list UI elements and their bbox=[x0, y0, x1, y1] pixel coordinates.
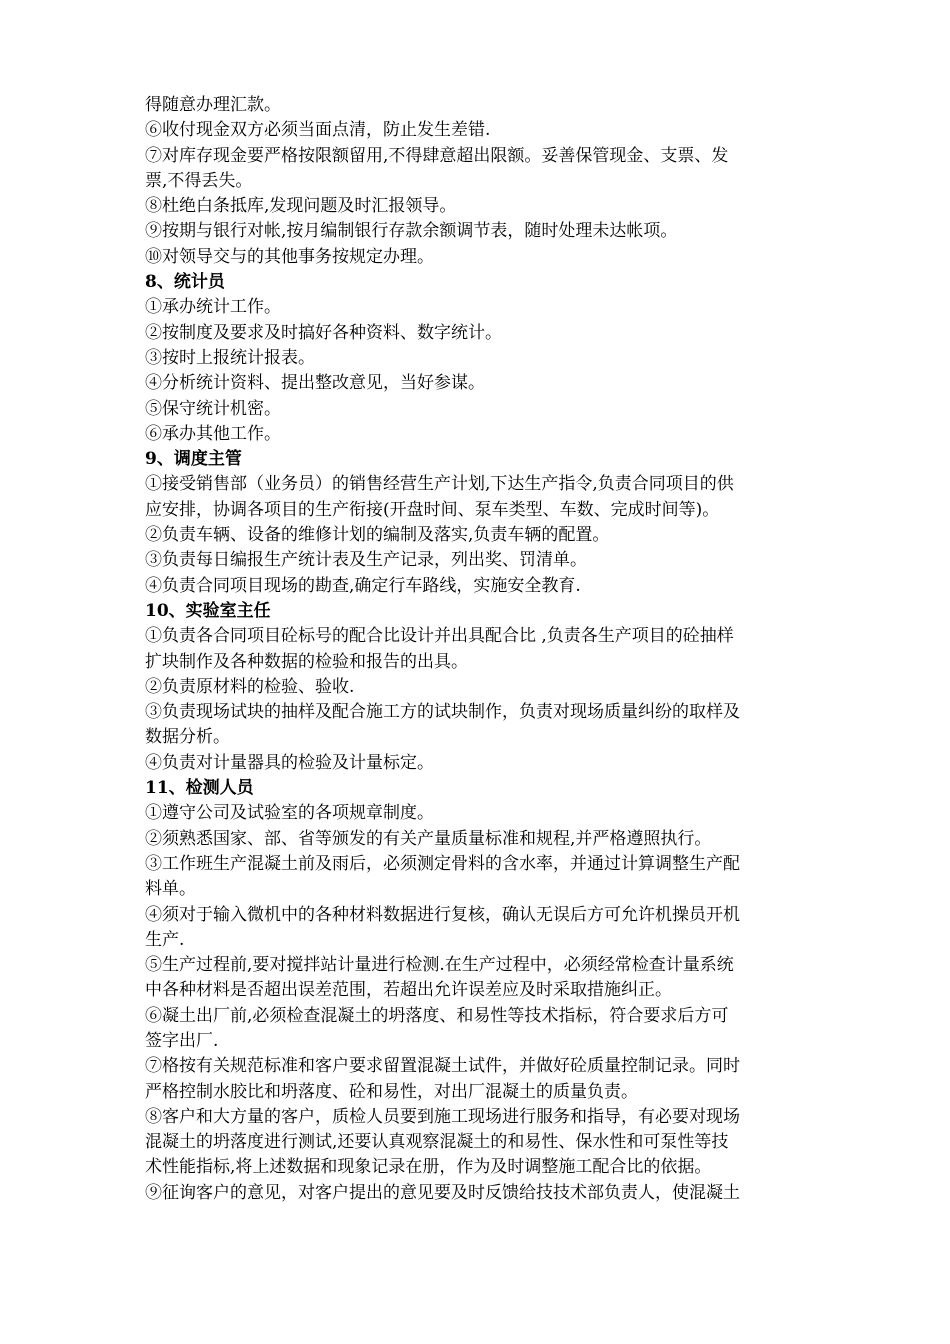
text-line: ⑨按期与银行对帐,按月编制银行存款余额调节表，随时处理未达帐项。 bbox=[145, 221, 678, 242]
text-line: ④分析统计资料、提出整改意见，当好参谋。 bbox=[145, 373, 485, 394]
text-line: 混凝土的坍落度进行测试,还要认真观察混凝土的和易性、保水性和可泵性等技 bbox=[145, 1132, 729, 1153]
document-body bbox=[145, 93, 810, 1206]
text-line: 扩块制作及各种数据的检验和报告的出具。 bbox=[145, 651, 468, 672]
text-line: ⑥凝土出厂前,必须检查混凝土的坍落度、和易性等技术指标，符合要求后方可 bbox=[145, 1005, 729, 1026]
text-line: ①负责各合同项目砼标号的配合比设计并出具配合比 ,负责各生产项目的砼抽样 bbox=[145, 626, 734, 647]
text-line: 数据分析。 bbox=[145, 727, 230, 748]
text-line: ④负责合同项目现场的勘查,确定行车路线，实施安全教育. bbox=[145, 575, 581, 596]
text-line: 得随意办理汇款。 bbox=[145, 95, 281, 115]
text-line: ⑦格按有关规范标准和客户要求留置混凝土试件，并做好砼质量控制记录。同时 bbox=[145, 1056, 740, 1077]
section-heading: 9、调度主管 bbox=[145, 449, 242, 470]
section-heading: 10、实验室主任 bbox=[145, 600, 271, 621]
text-line: ②须熟悉国家、部、省等颁发的有关产量质量标准和规程,并严格遵照执行。 bbox=[145, 828, 712, 849]
text-line: ③负责现场试块的抽样及配合施工方的试块制作，负责对现场质量纠纷的取样及 bbox=[145, 702, 740, 723]
text-line: 术性能指标,将上述数据和现象记录在册，作为及时调整施工配合比的依据。 bbox=[145, 1157, 712, 1178]
text-line: ⑧杜绝白条抵库,发现问题及时汇报领导。 bbox=[145, 196, 457, 217]
text-line: ①遵守公司及试验室的各项规章制度。 bbox=[145, 803, 434, 824]
document-page bbox=[145, 93, 810, 1206]
text-line: ①承办统计工作。 bbox=[145, 297, 281, 318]
text-line: ①接受销售部（业务员）的销售经营生产计划,下达生产指令,负责合同项目的供 bbox=[145, 474, 734, 495]
text-line: ④负责对计量器具的检验及计量标定。 bbox=[145, 752, 434, 773]
text-line: 应安排，协调各项目的生产衔接(开盘时间、泵车类型、车数、完成时间等)。 bbox=[145, 499, 720, 520]
text-line: ②负责原材料的检验、验收. bbox=[145, 676, 355, 697]
text-line: ⑨征询客户的意见，对客户提出的意见要及时反馈给技技术部负责人，使混凝土 bbox=[145, 1182, 740, 1203]
text-line: ③负责每日编报生产统计表及生产记录，列出奖、罚清单。 bbox=[145, 550, 587, 571]
text-line: ⑥收付现金双方必须当面点清，防止发生差错. bbox=[145, 120, 491, 141]
text-line: 严格控制水胶比和坍落度、砼和易性，对出厂混凝土的质量负责。 bbox=[145, 1081, 638, 1102]
text-line: ③工作班生产混凝土前及雨后，必须测定骨料的含水率，并通过计算调整生产配 bbox=[145, 853, 740, 874]
text-line: 签字出厂. bbox=[145, 1030, 219, 1051]
text-line: ⑤生产过程前,要对搅拌站计量进行检测.在生产过程中，必须经常检查计量系统 bbox=[145, 955, 734, 976]
section-heading: 11、检测人员 bbox=[145, 778, 254, 799]
text-line: ⑥承办其他工作。 bbox=[145, 423, 281, 444]
section-heading: 8、统计员 bbox=[145, 272, 225, 293]
text-line: ②按制度及要求及时搞好各种资料、数字统计。 bbox=[145, 322, 502, 343]
text-line: ④须对于输入微机中的各种材料数据进行复核，确认无误后方可允许机操员开机 bbox=[145, 904, 740, 925]
text-line: ⑤保守统计机密。 bbox=[145, 398, 281, 419]
text-line: ⑩对领导交与的其他事务按规定办理。 bbox=[145, 246, 434, 267]
text-line: 票,不得丢失。 bbox=[145, 170, 253, 191]
text-line: ⑧客户和大方量的客户，质检人员要到施工现场进行服务和指导，有必要对现场 bbox=[145, 1106, 740, 1127]
text-line: ③按时上报统计报表。 bbox=[145, 347, 315, 368]
text-line: 中各种材料是否超出误差范围，若超出允许误差应及时采取措施纠正。 bbox=[145, 980, 672, 1001]
text-line: 料单。 bbox=[145, 879, 196, 900]
text-line: 生产. bbox=[145, 929, 185, 950]
text-line: ②负责车辆、设备的维修计划的编制及落实,负责车辆的配置。 bbox=[145, 525, 610, 546]
text-line: ⑦对库存现金要严格按限额留用,不得肆意超出限额。妥善保管现金、支票、发 bbox=[145, 145, 729, 166]
